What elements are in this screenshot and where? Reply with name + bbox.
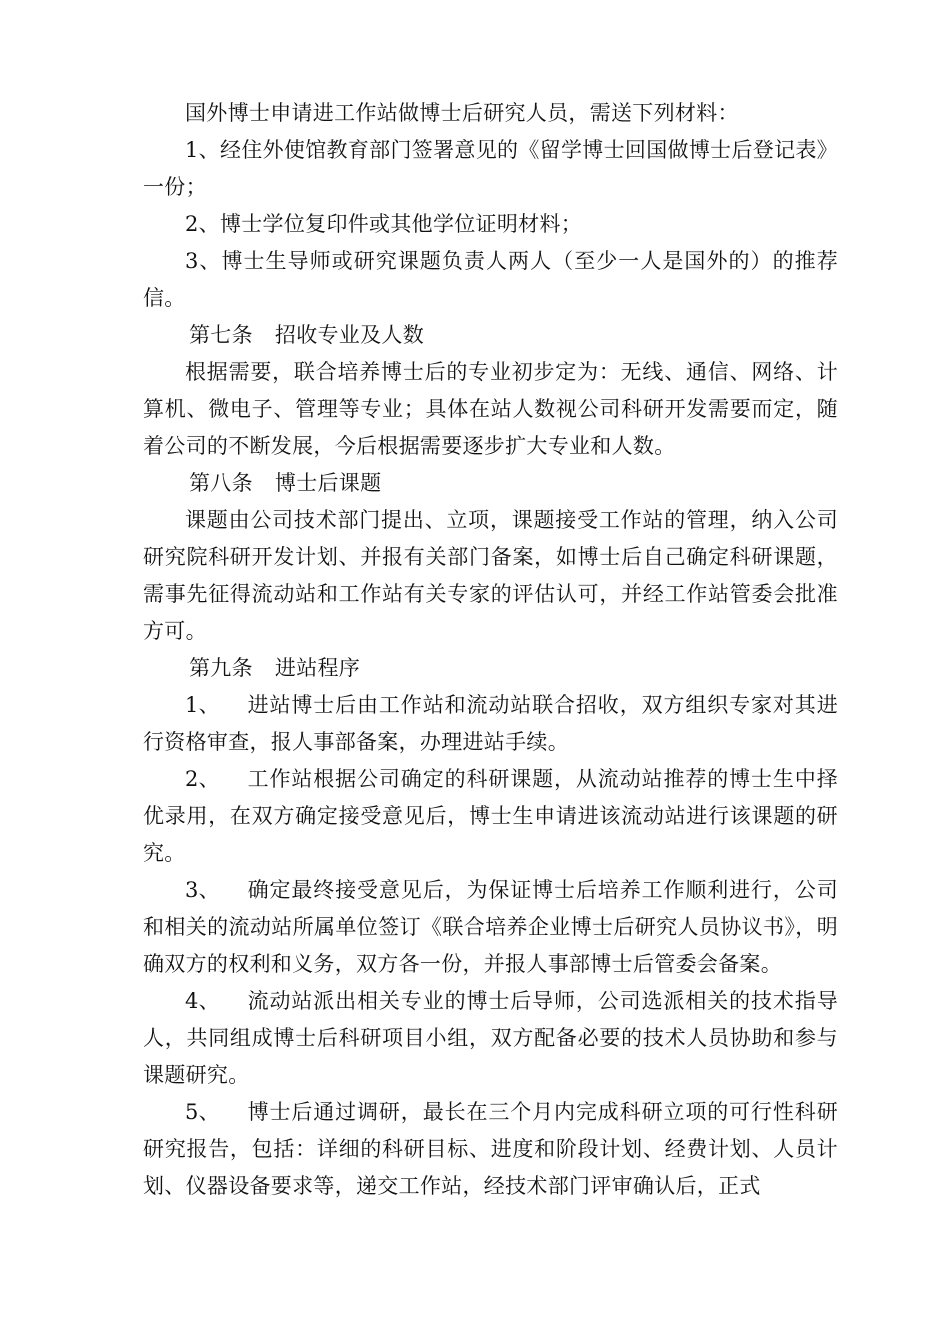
article-8-heading [143, 465, 838, 502]
article-9-number: 第九条 [189, 656, 253, 680]
article-9-item-4 [143, 983, 838, 1094]
article-9-item-3 [143, 872, 838, 983]
article-7-number: 第七条 [189, 323, 253, 347]
article-9-title: 进站程序 [274, 656, 361, 680]
item-number: 4、 [185, 989, 220, 1013]
article-8-body: 课题由公司技术部门提出、立项，课题接受工作站的管理，纳入公司研究院科研开发计划、并报有关部门备案，如博士后自己确定科研课题，需事先征得流动站和工作站有关专家的评估认可，并经工作站管委会批准方可。 [143, 508, 838, 643]
article-9-heading [143, 650, 838, 687]
item-text: 工作站根据公司确定的科研课题，从流动站推荐的博士生中择优录用，在双方确定接受意见后，博士生申请进该流动站进行该课题的研究。 [143, 767, 838, 865]
article-9-item-2 [143, 761, 838, 872]
article-7-heading [143, 317, 838, 354]
item-text: 流动站派出相关专业的博士后导师，公司选派相关的技术指导人，共同组成博士后科研项目小组，双方配备必要的技术人员协助和参与课题研究。 [143, 989, 838, 1087]
article-7-body: 根据需要，联合培养博士后的专业初步定为：无线、通信、网络、计算机、微电子、管理等专业；具体在站人数视公司科研开发需要而定，随着公司的不断发展，今后根据需要逐步扩大专业和人数。 [143, 360, 838, 458]
intro-item-2: 2、博士学位复印件或其他学位证明材料； [185, 212, 583, 236]
article-9-item-1 [143, 687, 838, 761]
item-text: 博士后通过调研，最长在三个月内完成科研立项的可行性科研研究报告，包括：详细的科研目标、进度和阶段计划、经费计划、人员计划、仪器设备要求等，递交工作站，经技术部门评审确认后，正式 [143, 1100, 838, 1198]
item-text: 确定最终接受意见后，为保证博士后培养工作顺利进行，公司和相关的流动站所属单位签订《联合培养企业博士后研究人员协议书》，明确双方的权利和义务，双方各一份，并报人事部博士后管委会备案。 [143, 878, 838, 976]
item-text: 进站博士后由工作站和流动站联合招收，双方组织专家对其进行资格审查，报人事部备案，办理进站手续。 [143, 693, 838, 754]
article-8-number: 第八条 [189, 471, 253, 495]
intro-item-1: 1、经住外使馆教育部门签署意见的《留学博士回国做博士后登记表》一份； [143, 138, 838, 199]
intro-item-3: 3、博士生导师或研究课题负责人两人（至少一人是国外的）的推荐信。 [143, 249, 838, 310]
article-9-item-5 [143, 1094, 838, 1205]
item-number: 5、 [185, 1100, 220, 1124]
item-number: 2、 [185, 767, 220, 791]
document-body [143, 95, 838, 1205]
item-number: 3、 [185, 878, 220, 902]
article-7-title: 招收专业及人数 [274, 323, 425, 347]
article-8-title: 博士后课题 [274, 471, 382, 495]
intro-paragraph: 国外博士申请进工作站做博士后研究人员，需送下列材料： [185, 101, 739, 125]
item-number: 1、 [185, 693, 220, 717]
